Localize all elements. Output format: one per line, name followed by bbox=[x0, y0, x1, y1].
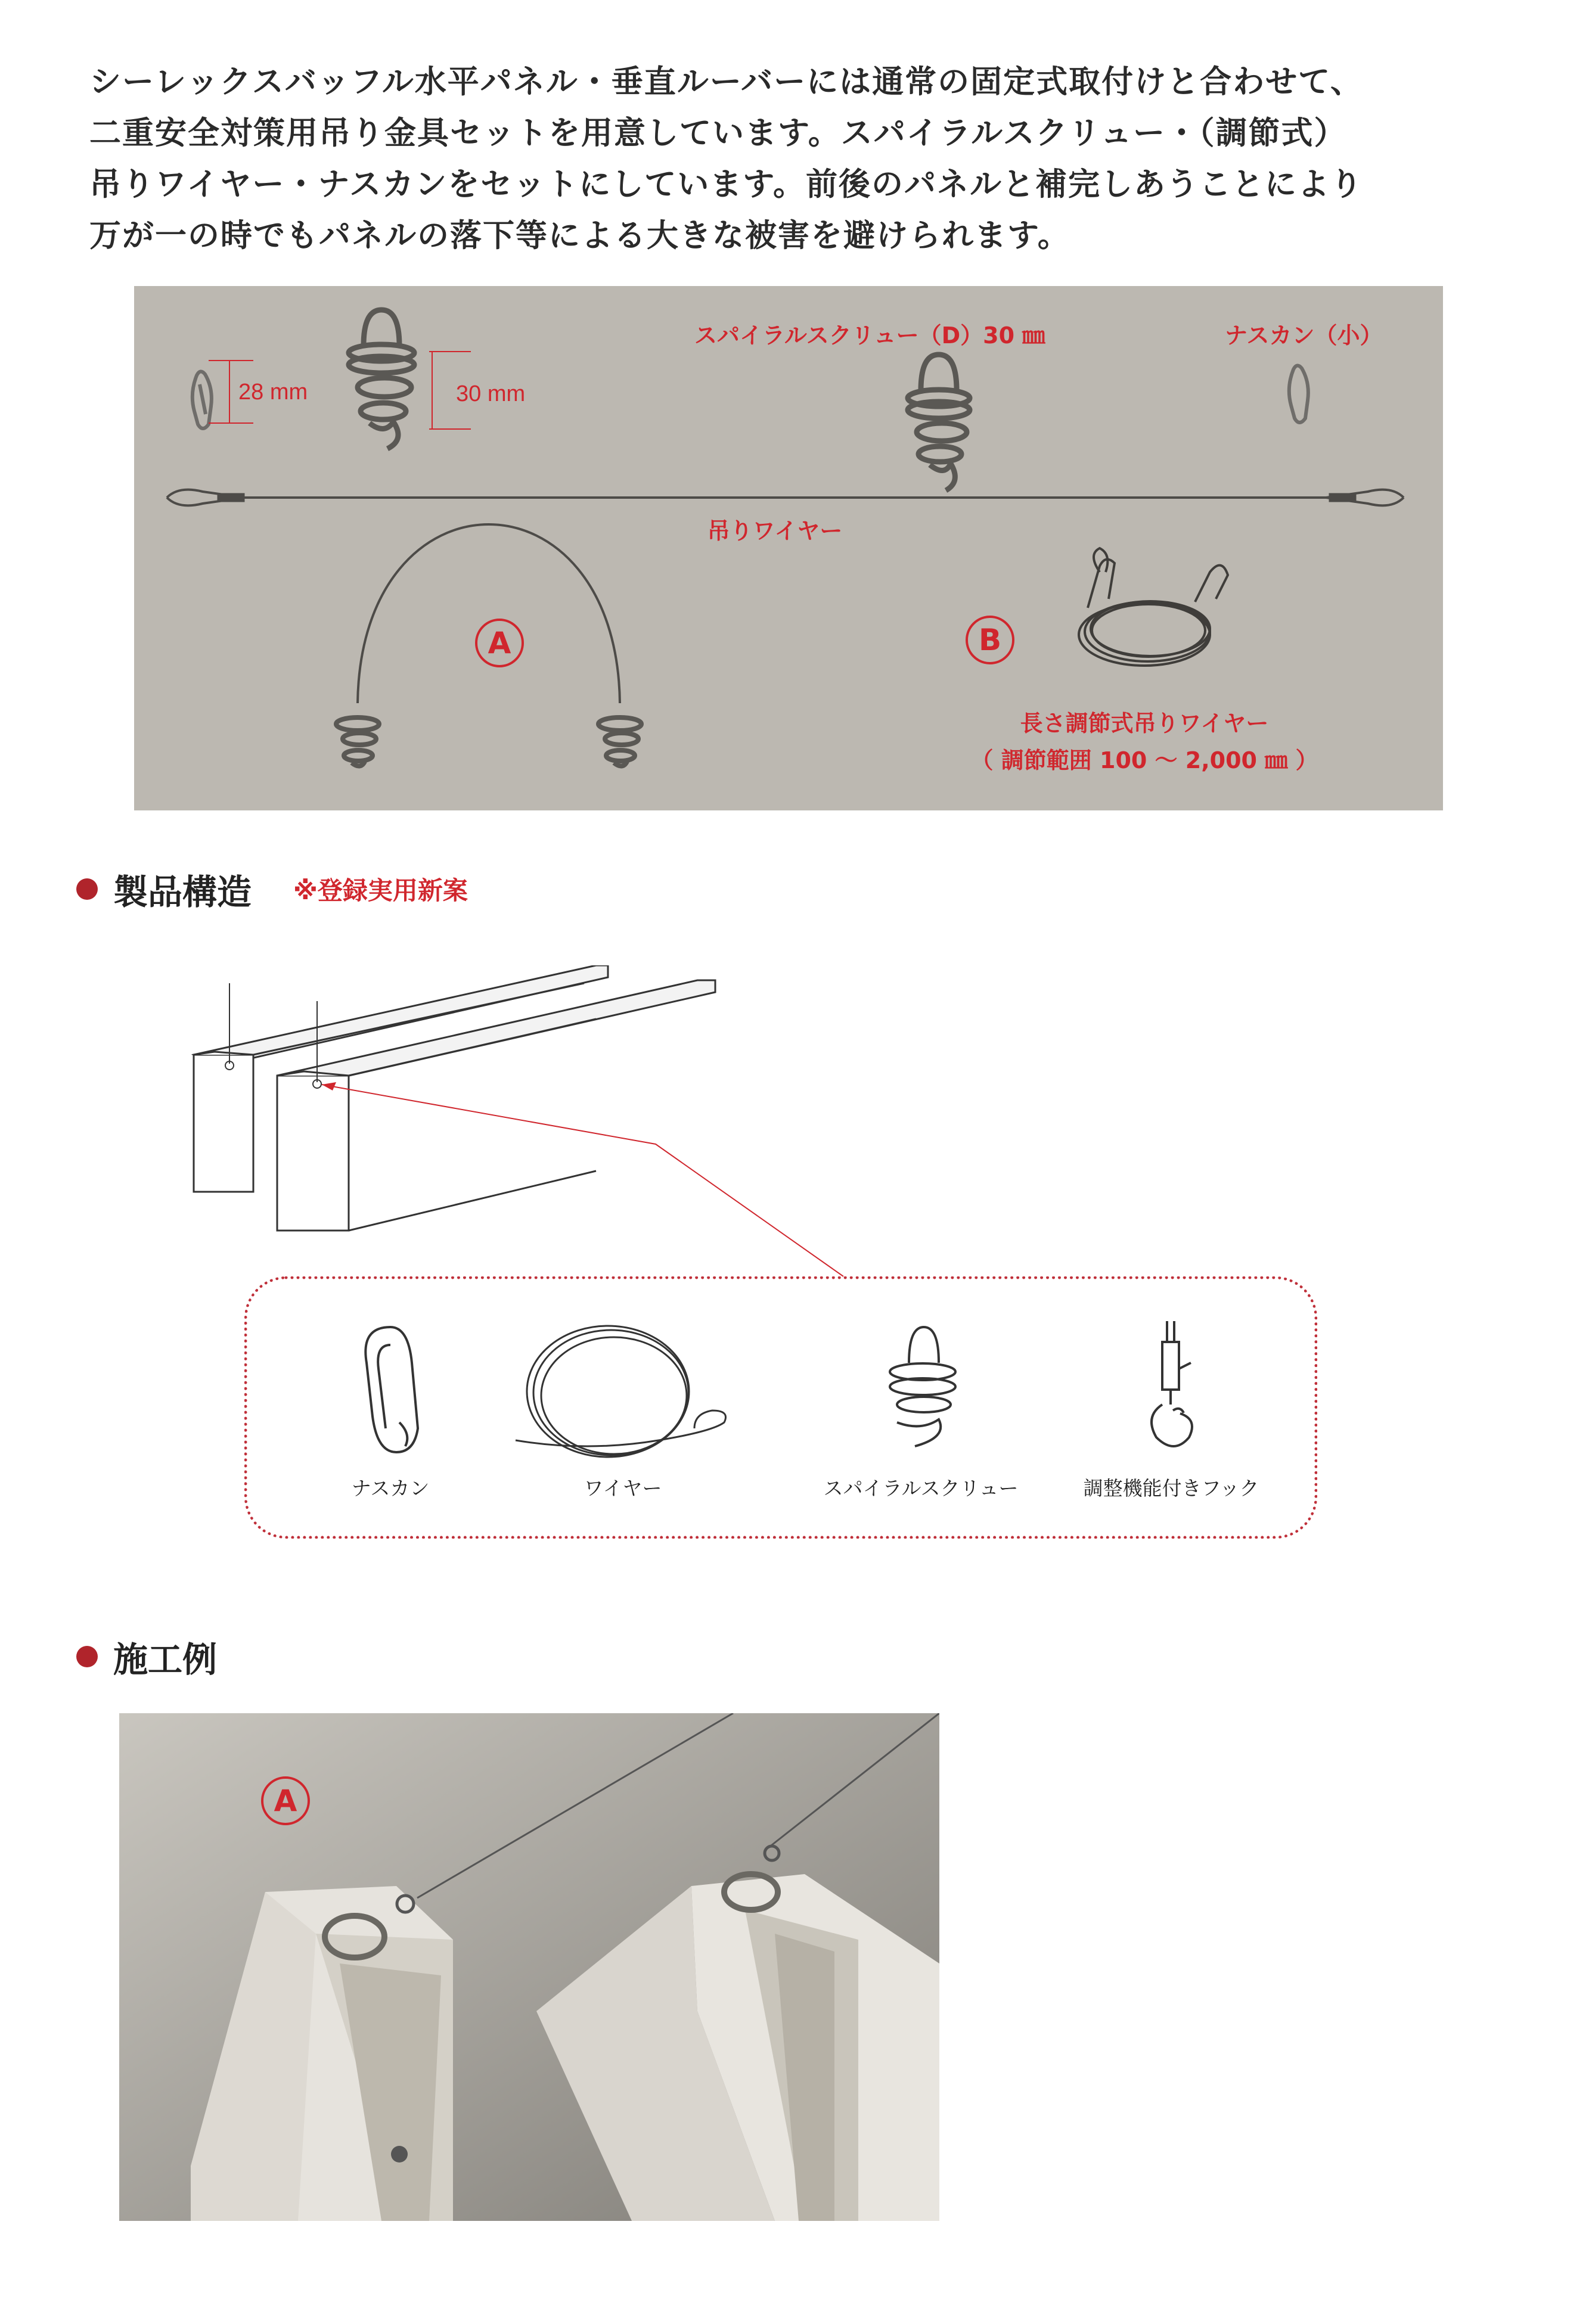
section-bullet bbox=[76, 878, 98, 900]
example-title: 施工例 bbox=[113, 1639, 218, 1680]
spiral-screw-icon bbox=[876, 1321, 966, 1464]
hardware-set-photo bbox=[134, 286, 1443, 810]
dimension-label-30: 30 mm bbox=[456, 381, 526, 406]
part-label-wire: ワイヤー bbox=[584, 1477, 662, 1500]
spiral-screw-center bbox=[908, 355, 970, 490]
intro-paragraph bbox=[89, 57, 1520, 262]
dimension-label-28: 28 mm bbox=[238, 380, 308, 405]
part-spiral-screw bbox=[814, 1279, 1028, 1542]
coiled-wire-b bbox=[1079, 548, 1228, 666]
intro-line: 二重安全対策用吊り金具セットを用意しています。スパイラルスクリュー・（調節式） bbox=[89, 115, 1347, 151]
part-label-adjust-hook: 調整機能付きフック bbox=[1083, 1477, 1259, 1500]
spiral-screw-left bbox=[349, 310, 414, 449]
structure-section-heading bbox=[76, 864, 468, 914]
straight-wire bbox=[167, 490, 1404, 506]
structure-title: 製品構造 bbox=[113, 872, 252, 912]
intro-line: 吊りワイヤー・ナスカンをセットにしています。前後のパネルと補完しあうことにより bbox=[89, 166, 1364, 203]
parts-box bbox=[244, 1276, 1317, 1539]
adjust-hook-icon bbox=[1126, 1321, 1216, 1464]
adjustable-wire-label: 長さ調節式吊りワイヤー bbox=[1020, 710, 1269, 737]
part-label-nasukan: ナスカン bbox=[351, 1477, 430, 1500]
installation-illustration bbox=[119, 1713, 939, 2221]
arched-wire-a bbox=[358, 524, 620, 703]
example-section-heading bbox=[76, 1632, 217, 1682]
panel-structure-diagram bbox=[179, 965, 1192, 1281]
nasukan-icon bbox=[346, 1321, 435, 1464]
part-label-spiral-screw: スパイラルスクリュー bbox=[823, 1477, 1019, 1500]
marker-b: B bbox=[966, 616, 1014, 664]
marker-a: A bbox=[475, 619, 524, 667]
structure-note: ※登録実用新案 bbox=[293, 876, 468, 905]
part-nasukan bbox=[283, 1279, 498, 1542]
section-bullet bbox=[76, 1646, 98, 1667]
nasukan-hook-right bbox=[1289, 365, 1308, 422]
installation-photo bbox=[119, 1713, 939, 2221]
wire-label: 吊りワイヤー bbox=[707, 518, 843, 544]
adjust-range-label: （ 調節範囲 100 ～ 2,000 ㎜ ） bbox=[970, 747, 1318, 773]
intro-line: 万が一の時でもパネルの落下等による大きな被害を避けられます。 bbox=[89, 218, 1070, 254]
intro-line: シーレックスバッフル水平パネル・垂直ルーバーには通常の固定式取付けと合わせて、 bbox=[89, 64, 1364, 100]
spiral-screw-a-right bbox=[598, 717, 641, 766]
nasukan-small-label: ナスカン（小） bbox=[1225, 322, 1383, 349]
spiral-screw-label: スパイラルスクリュー（D）30 ㎜ bbox=[694, 322, 1045, 349]
example-marker-a: A bbox=[261, 1776, 310, 1825]
nasukan-hook-left bbox=[193, 371, 212, 428]
part-adjust-hook bbox=[1064, 1279, 1278, 1542]
spiral-screw-a-left bbox=[336, 717, 379, 766]
wire-coil-icon bbox=[510, 1321, 736, 1464]
part-wire bbox=[516, 1279, 730, 1542]
